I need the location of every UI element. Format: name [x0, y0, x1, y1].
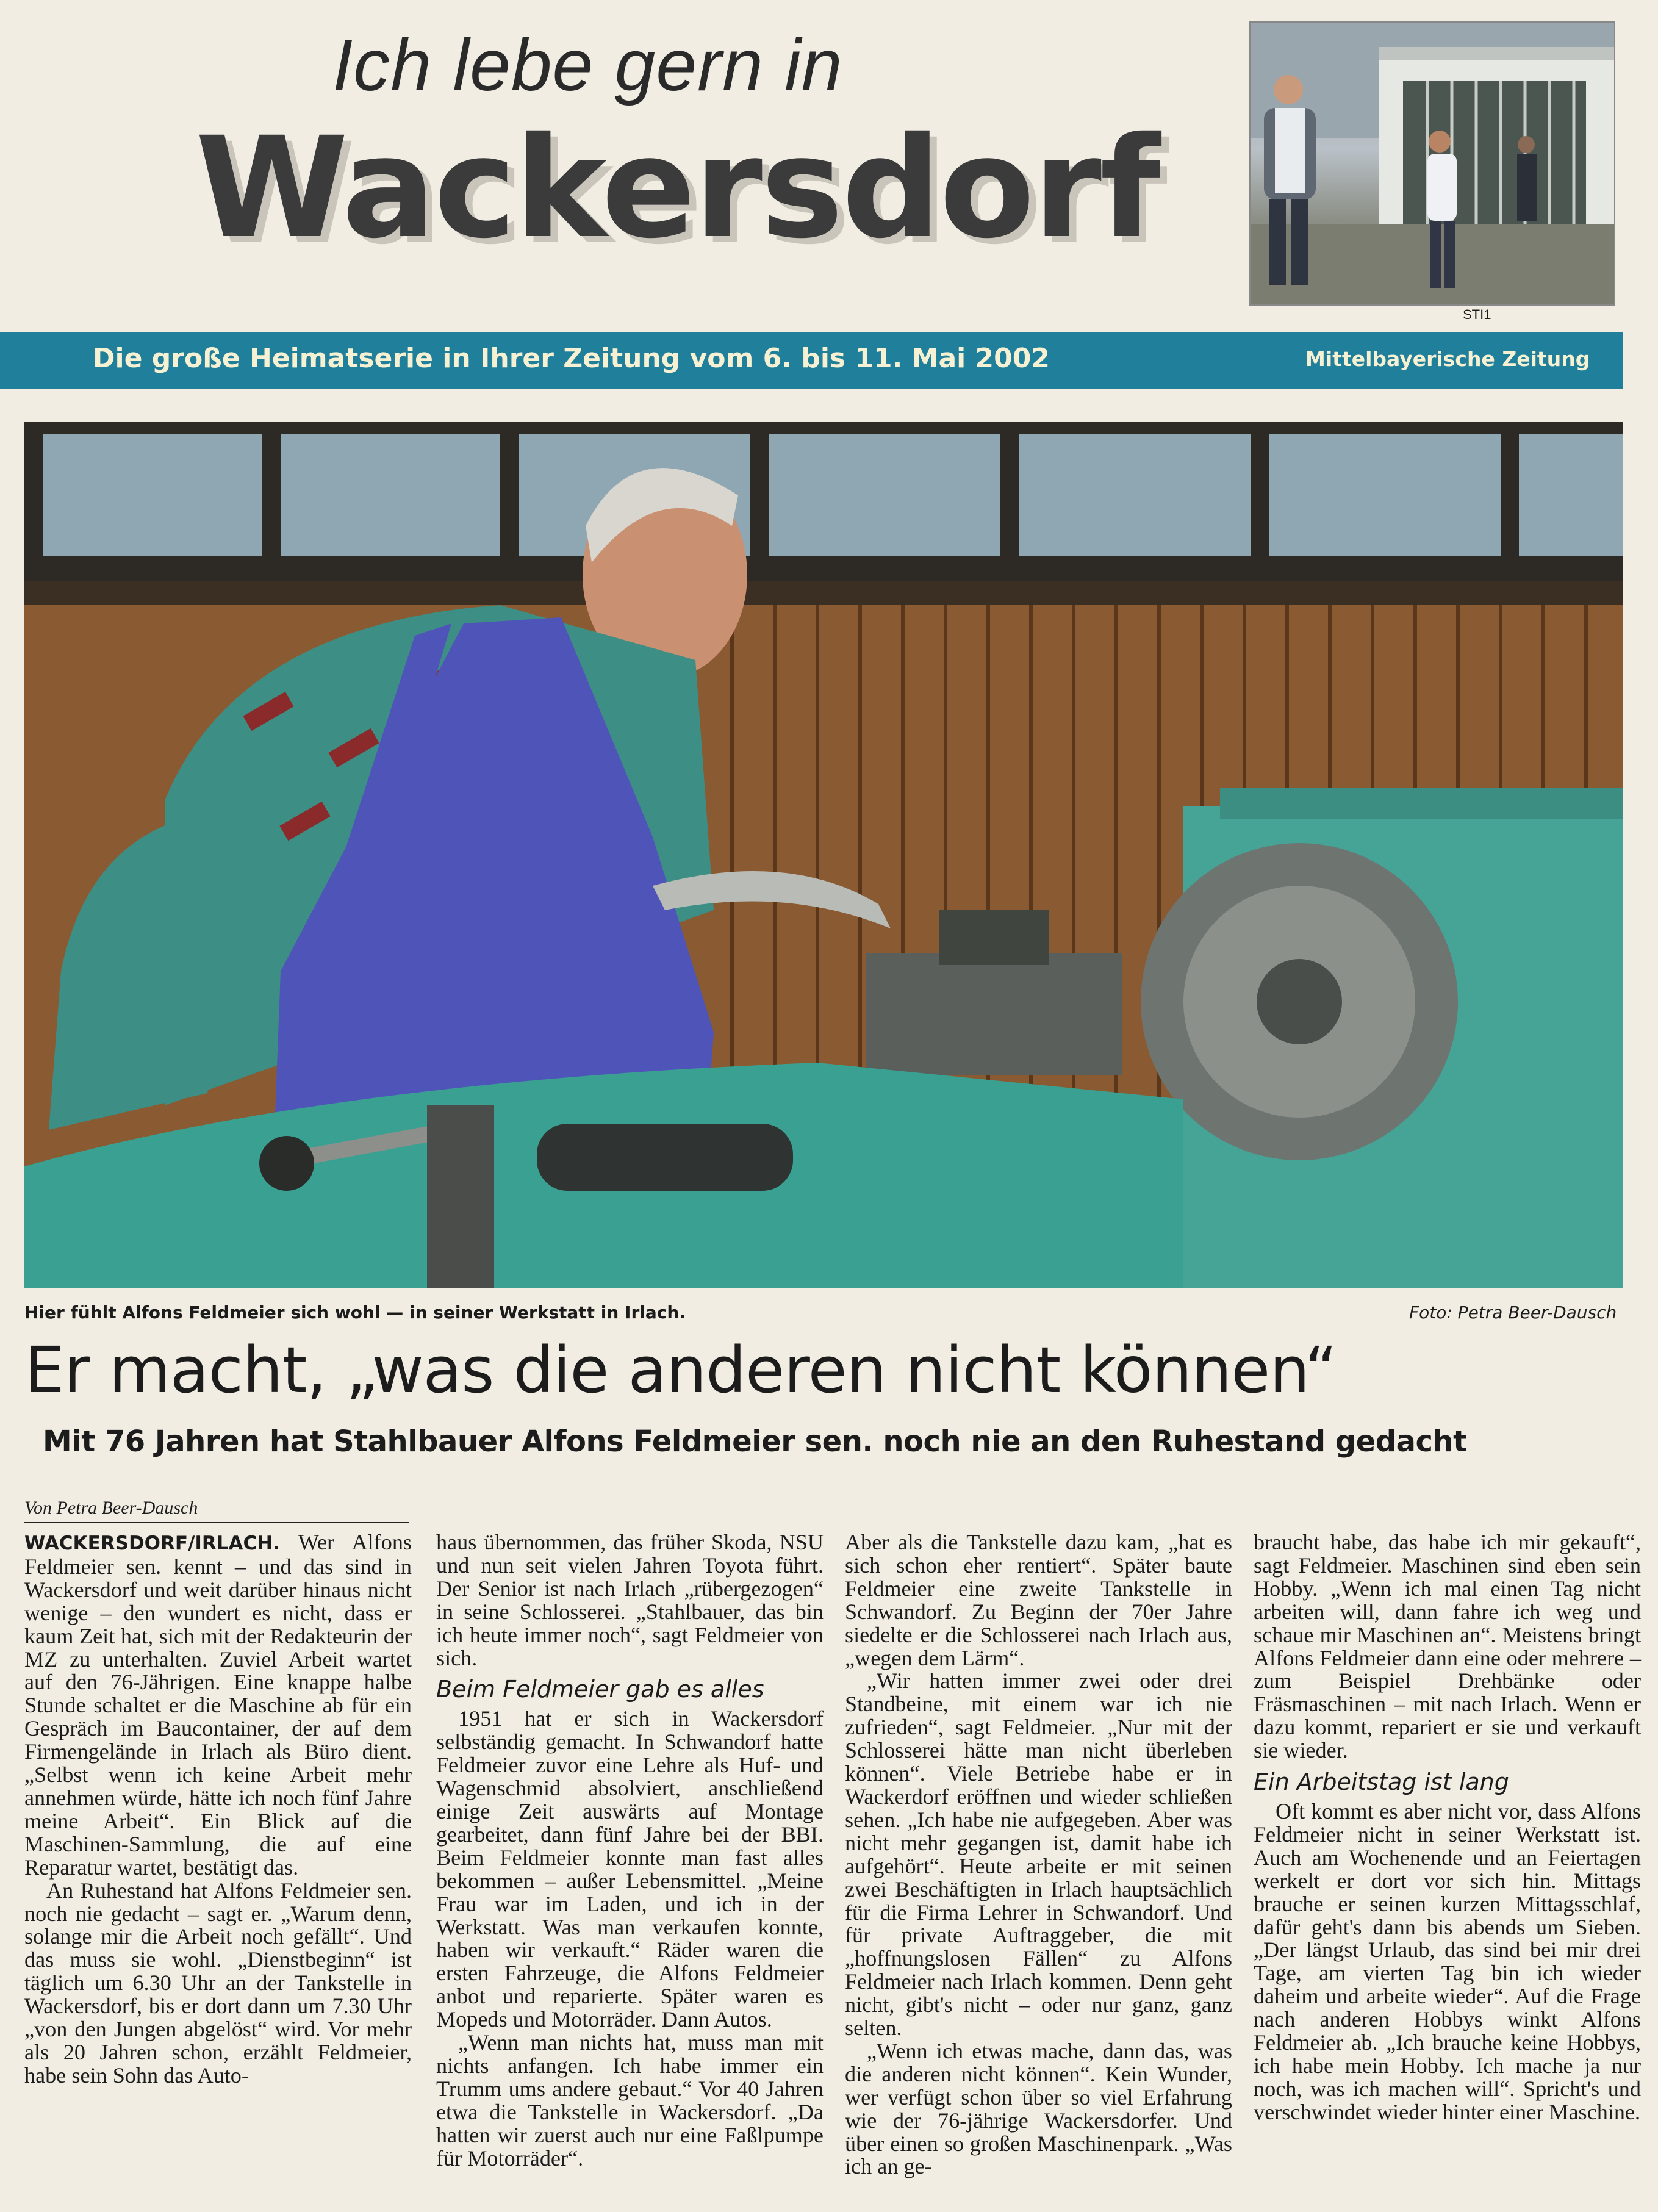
article-paragraph: 1951 hat er sich in Wackersdorf selbständig gemacht. In Schwandorf hatte Feldmeier zuvor eine Lehre als Huf- und Wagenschmid absolviert, anschließend einige Zeit auswärts auf Montage gearbeitet, dann fünf Jahre bei der BBI. Beim Feldmeier konnte man fast alles bekommen – außer Lebensmittel. „Meine Frau war im Laden, und ich in der Werkstatt. Was man verkaufen konnte, haben wir verkauft.“ Räder waren die ersten Fahrzeuge, die Alfons Feldmeier anbot und reparierte. Später waren es Mopeds und Motorräder. Dann Autos.	[436, 1706, 824, 2032]
article-paragraph: haus übernommen, das früher Skoda, NSU und nun seit vielen Jahren Toyota führt. Der Senior ist nach Irlach „rübergezogen“ in seine Schlosserei. „Stahlbauer, das bin ich heute immer noch“, sagt Feldmeier von sich.	[436, 1530, 824, 1670]
article-column-4	[1254, 1531, 1641, 2124]
thumbnail-credit: STI1	[1463, 307, 1491, 322]
series-title: Wackersdorf	[195, 107, 1159, 269]
article-paragraph: „Wir hatten immer zwei oder drei Standbeine, mit einem war ich nie zufrieden“, sagt Feldmeier. „Nur mit der Schlosserei hätte man nicht überleben können“. Viele Betriebe habe er in Wackerdorf eröffnen und wieder schließen sehen. „Ich habe nie aufgegeben. Aber was nicht mehr gegangen ist, damit habe ich aufgehört“. Heute arbeite er mit seinen zwei Beschäftigten in Irlach hauptsächlich für die Firma Lehrer in Schwandorf. Und für private Auftraggeber, die mit „hoffnungslosen Fällen“ zu Alfons Feldmeier nach Irlach kommen. Denn geht nicht, gibt's nicht – oder nur ganz, ganz selten.	[845, 1668, 1232, 2041]
thumbnail-illustration	[1251, 23, 1614, 304]
article-paragraph: Oft kommt es aber nicht vor, dass Alfons Feldmeier nicht in seiner Werkstatt ist. Auch am Wochenende und an Feiertagen werkelt er dort vor sich hin. Mittags brauche er seinen kurzen Mittagsschlaf, dafür geht's dann bis abends um Sieben. „Der längst Urlaub, das sind bei mir drei Tage, am vierten Tag bin ich wieder daheim und arbeite wieder“. Auf die Frage nach anderen Hobbys winkt Alfons Feldmeier ab. „Ich brauche keine Hobbys, ich habe mein Hobby. Ich mache ja nur noch, was ich machen will“. Spricht's und verschwindet wieder hinter einer Maschine.	[1254, 1798, 1641, 2124]
article-dateline: WACKERSDORF/IRLACH.	[24, 1532, 281, 1554]
article-byline: Von Petra Beer-Dausch	[24, 1498, 409, 1523]
article-column-1	[24, 1531, 412, 2088]
article-column-2	[436, 1531, 824, 2170]
main-photo	[24, 422, 1623, 1288]
article-paragraph: Aber als die Tankstelle dazu kam, „hat es sich schon eher rentiert“. Später baute Feldmeier eine zweite Tankstelle in Schwandorf. Zu Beginn der 70er Jahre siedelte er die Schlosserei nach Irlach aus, „wegen dem Lärm“.	[845, 1530, 1232, 1670]
article-paragraph	[24, 1531, 412, 1880]
series-band-text: Die große Heimatserie in Ihrer Zeitung vom 6. bis 11. Mai 2002	[93, 343, 1050, 374]
article-subhead: Ein Arbeitstag ist lang	[1254, 1769, 1509, 1796]
article-paragraph-text: Wer Alfons Feldmeier sen. kennt – und das sind in Wackersdorf und weit darüber hinaus nicht wenige – den wundert es nicht, dass er kaum Zeit hat, sich mit der Redakteurin der MZ zu unterhalten. Zuviel Arbeit wartet auf den 76-Jährigen. Eine knappe halbe Stunde schaltet er die Maschine ab für ein Gespräch im Baucontainer, der auf dem Firmengelände in Irlach als Büro dient. „Selbst wenn ich keine Arbeit mehr annehmen würde, hätte ich noch fünf Jahre meine Arbeit“. Ein Blick auf die Maschinen-Sammlung, die auf eine Reparatur wartet, bestätigt das.	[24, 1530, 412, 1880]
article-headline: Er macht, „was die anderen nicht können“	[24, 1333, 1337, 1407]
article-paragraph: An Ruhestand hat Alfons Feldmeier sen. noch nie gedacht – sagt er. „Warum denn, solange mir die Arbeit noch gefällt“. Und das muss sie wohl. „Dienstbeginn“ ist täglich um 6.30 Uhr an der Tankstelle in Wackersdorf, bis er dort dann um 7.30 Uhr „von den Jungen abgelöst“ wird. Vor mehr als 20 Jahren schon, erzählt Feldmeier, habe sein Sohn das Auto-	[24, 1878, 412, 2088]
workshop-illustration	[24, 422, 1623, 1288]
photo-caption: Hier fühlt Alfons Feldmeier sich wohl — in seiner Werkstatt in Irlach.	[24, 1302, 686, 1323]
thumbnail-photo	[1249, 21, 1615, 306]
article-column-3	[845, 1531, 1232, 2178]
newspaper-name: Mittelbayerische Zeitung	[1305, 347, 1590, 371]
article-subheadline: Mit 76 Jahren hat Stahlbauer Alfons Feldmeier sen. noch nie an den Ruhestand gedacht	[43, 1424, 1467, 1459]
article-paragraph: „Wenn ich etwas mache, dann das, was die anderen nicht können“. Kein Wunder, wer verfügt schon über so viel Erfahrung wie der 76-jährige Wackersdorfer. Und über einen so großen Maschinenpark. „Was ich an ge-	[845, 2038, 1232, 2179]
series-kicker: Ich lebe gern in	[332, 24, 843, 106]
photo-credit: Foto: Petra Beer-Dausch	[1409, 1302, 1617, 1323]
article-subhead: Beim Feldmeier gab es alles	[436, 1676, 764, 1703]
article-paragraph: „Wenn man nichts hat, muss man mit nichts anfangen. Ich habe immer ein Trumm ums andere gebaut.“ Vor 40 Jahren etwa die Tankstelle in Wackersdorf. „Da hatten wir zuerst auch nur eine Faßlpumpe für Motorräder“.	[436, 2030, 824, 2171]
article-paragraph: braucht habe, das habe ich mir gekauft“, sagt Feldmeier. Maschinen sind eben sein Hobby. „Wenn ich mal einen Tag nicht arbeiten will, dann fahre ich weg und schaue mir Maschinen an“. Meistens bringt Alfons Feldmeier dann eine oder mehrere – zum Beispiel Drehbänke oder Fräsmaschinen – mit nach Irlach. Wenn er dazu kommt, repariert er sie und verkauft sie wieder.	[1254, 1530, 1641, 1763]
